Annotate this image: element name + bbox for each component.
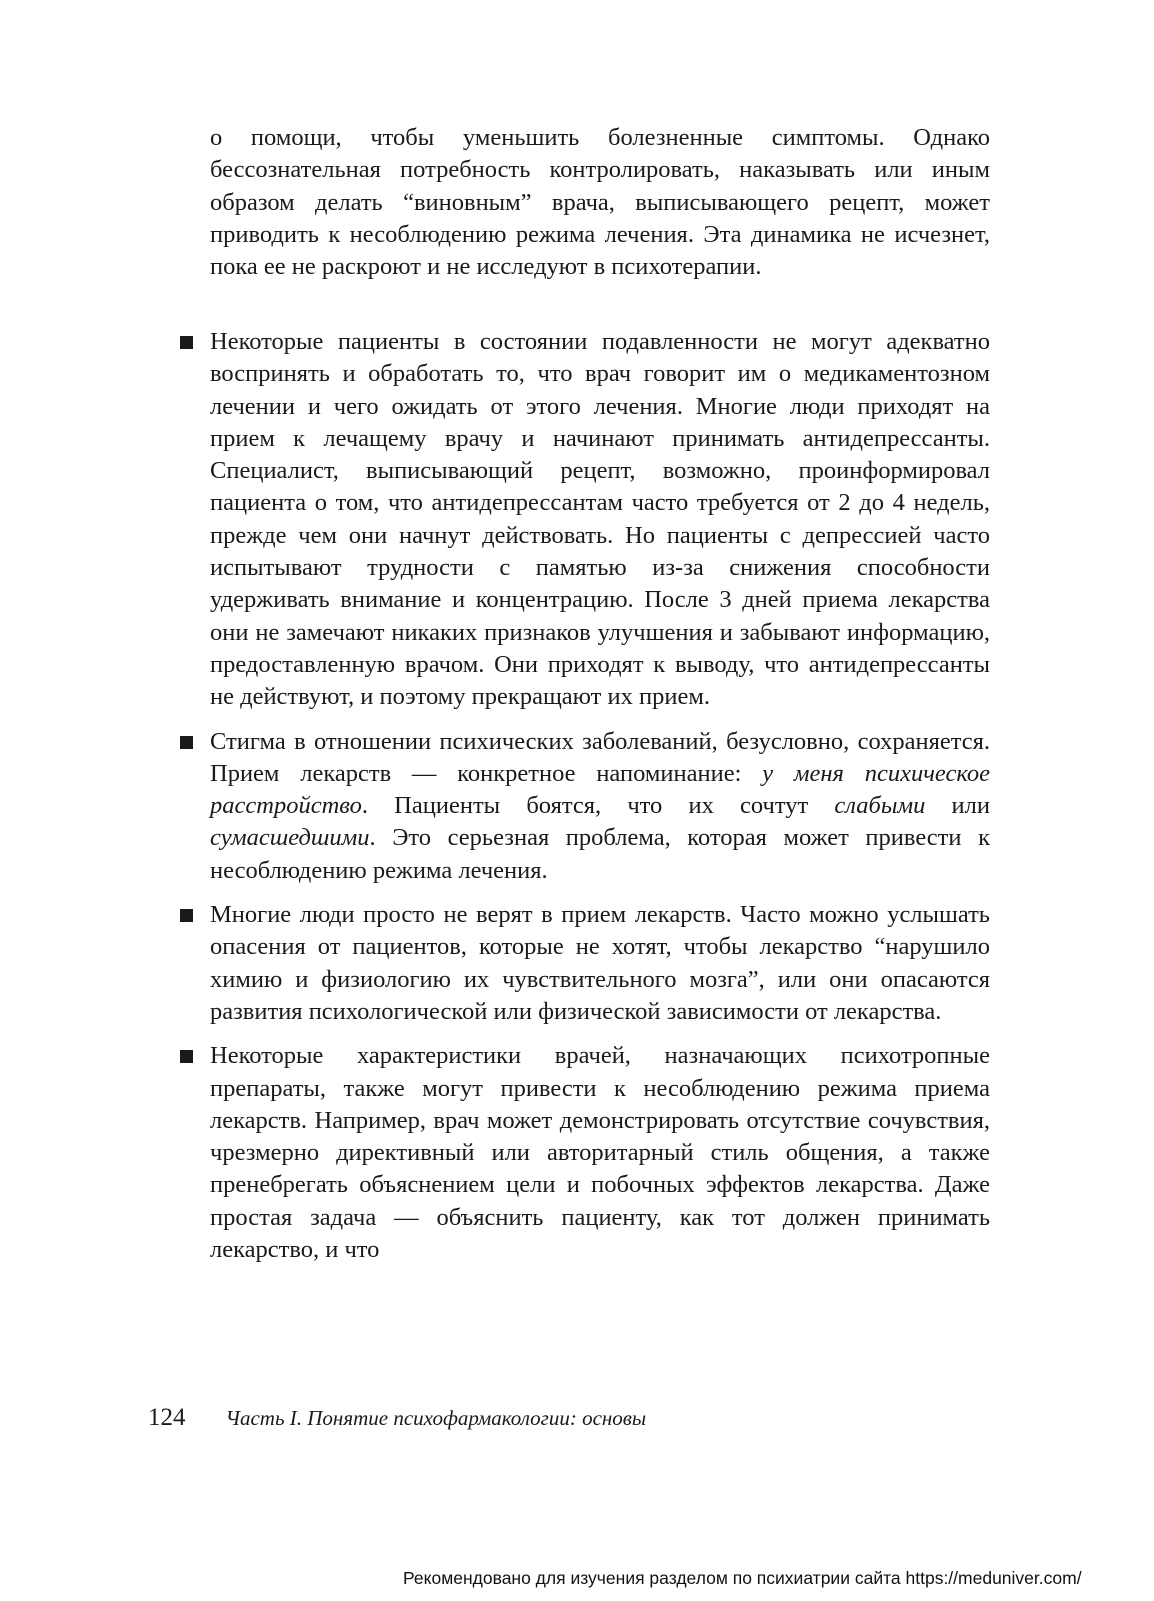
italic-phrase: сумасшедшими (210, 824, 370, 852)
watermark-text: Рекомендовано для изучения разделом по психиатрии сайта https://meduniver.com/ (403, 1568, 1082, 1588)
italic-phrase: у меня психическое расстройство (210, 759, 990, 820)
list-item (210, 899, 990, 1028)
running-head: Часть I. Понятие психофармакологии: основы (225, 1406, 647, 1430)
bullet-text: . Пациенты боятся, что их сочтут (361, 792, 835, 820)
bullet-text: Некоторые пациенты в состоянии подавленности не могут адекватно воспринять и обработать то, что врач говорит им о медикаментозном лечении и чего ожидать от этого лечения. Многие люди приходят на прием к лечащему врачу и начинают принимать антидепрессанты. Специалист, выписывающий рецепт, возможно, проинформировал пациента о том, что антидепрессантам часто требуется от 2 до 4 недель, прежде чем они начнут действовать. Но пациенты с депрессией часто испытывают трудности с памятью из-за снижения способности удерживать внимание и концентрацию. После 3 дней приема лекарства они не замечают никаких признаков улучшения и забывают информацию, предоставленную врачом. Они приходят к выводу, что антидепрессанты не действуют, и поэтому прекращают их прием. (210, 328, 990, 711)
list-item (210, 1040, 990, 1266)
bullet-text: . Это серьезная проблема, которая может привести к несоблюдению режима лечения. (210, 824, 990, 884)
bullet-text: Многие люди просто не верят в прием лекарств. Часто можно услышать опасения от пациентов, которые не хотят, чтобы лекарство “нарушило химию и физиологию их чувствительного мозга”, или они опасаются развития психологической или физической зависимости от лекарства. (210, 901, 990, 1025)
square-bullet-icon (180, 1050, 193, 1063)
italic-phrase: слабыми (834, 792, 926, 820)
page-footer (148, 1402, 646, 1434)
bullet-list (210, 326, 990, 1278)
bullet-text: Некоторые характеристики врачей, назначающих психотропные препараты, также могут привести к несоблюдению режима приема лекарств. Например, врач может демонстрировать отсутствие сочувствия, чрезмерно директивный или авторитарный стиль общения, а также пренебрегать объяснением цели и побочных эффектов лекарства. Даже простая задача — объяснить пациенту, как тот должен принимать лекарство, и что (210, 1042, 990, 1264)
intro-paragraph: о помощи, чтобы уменьшить болезненные симптомы. Однако бессознательная потребность контролировать, наказывать или иным образом делать “виновным” врача, выписывающего рецепт, может приводить к несоблюдению режима лечения. Эта динамика не исчезнет, пока ее не раскроют и не исследуют в психотерапии. (210, 124, 990, 281)
list-item (210, 326, 990, 714)
bullet-text: Стигма в отношении психических заболеваний, безусловно, сохраняется. Прием лекарств — конкретное напоминание: (210, 727, 990, 787)
square-bullet-icon (180, 909, 193, 922)
square-bullet-icon (180, 736, 193, 749)
page-number: 124 (148, 1404, 186, 1431)
bullet-text: или (925, 792, 990, 820)
list-item (210, 726, 990, 887)
square-bullet-icon (180, 336, 193, 349)
